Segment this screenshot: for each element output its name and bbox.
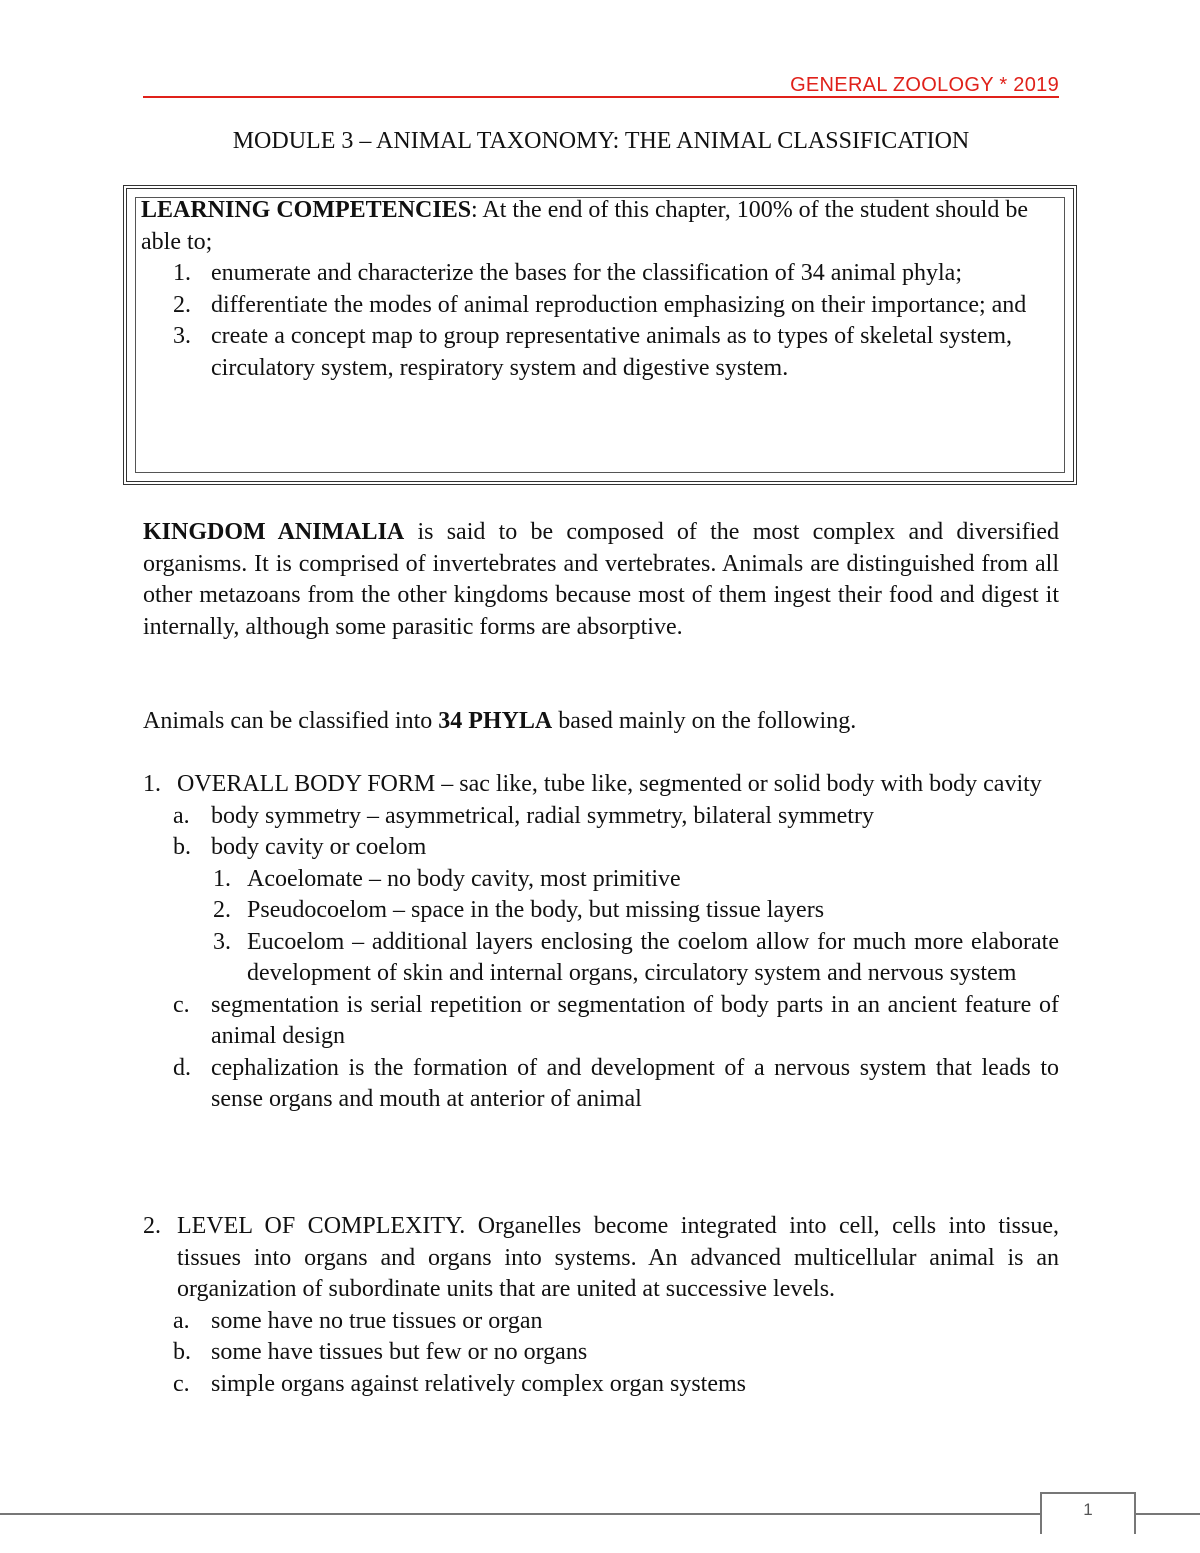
list-item-text: cephalization is the formation of and development of a nervous system that leads to sense organs and mouth at anterior of animal (211, 1054, 1059, 1112)
competency-item (141, 290, 1061, 322)
competency-text: enumerate and characterize the bases for the classification of 34 animal phyla; (211, 260, 962, 286)
list-item (143, 864, 1059, 896)
list-item-text: some have no true tissues or organ (211, 1307, 543, 1334)
competencies-intro (141, 195, 1061, 258)
list-number: 2. (173, 291, 191, 318)
list-item-text: Acoelomate – no body cavity, most primitive (247, 865, 681, 892)
list-number: 2. (213, 897, 231, 923)
list-item (143, 801, 1059, 833)
list-item (143, 1211, 1059, 1306)
kingdom-text: is said to be composed of the most complex and diversified organisms. It is comprised of invertebrates and vertebrates. Animals are distinguished from all other metazoans from the other kingdoms because most of them ingest their food and digest it internally, although some parasitic forms are absorptive. (143, 519, 1059, 640)
list-item (143, 1369, 1059, 1401)
bases-list-item-2 (143, 1211, 1059, 1400)
competencies-list (141, 258, 1061, 384)
list-number: 1. (143, 771, 161, 797)
competencies-intro-text: : At the end of this chapter, 100% of the student should be able to; (141, 197, 1028, 255)
bases-list-item-1 (143, 769, 1059, 1116)
kingdom-title: KINGDOM ANIMALIA (143, 519, 405, 545)
kingdom-paragraph (143, 517, 1059, 643)
list-number: 1. (173, 260, 191, 286)
phyla-intro-text-end: based mainly on the following. (552, 708, 857, 734)
list-item (143, 1306, 1059, 1338)
page-number: 1 (1083, 1500, 1093, 1519)
list-item (143, 990, 1059, 1053)
page-header (143, 76, 1059, 98)
list-item-text: Pseudocoelom – space in the body, but missing tissue layers (247, 897, 825, 923)
competency-text: create a concept map to group representative animals as to types of skeletal system, circulatory system, respiratory system and digestive system. (211, 323, 1013, 381)
competencies-content (141, 195, 1061, 384)
phyla-count: 34 PHYLA (438, 708, 553, 734)
list-letter: a. (173, 802, 190, 829)
list-letter: b. (173, 834, 191, 860)
list-number: 3. (173, 323, 191, 349)
list-item-text: some have tissues but few or no organs (211, 1339, 588, 1365)
list-item (143, 895, 1059, 927)
list-number: 2. (143, 1213, 161, 1239)
list-item (143, 1337, 1059, 1369)
list-letter: d. (173, 1054, 191, 1081)
phyla-intro (143, 706, 1059, 738)
list-item (143, 769, 1059, 801)
competency-item (141, 321, 1061, 384)
list-item-text: segmentation is serial repetition or segmentation of body parts in an ancient feature of animal design (211, 991, 1059, 1049)
header-title: GENERAL ZOOLOGY * 2019 (790, 74, 1059, 96)
list-item-text: Eucoelom – additional layers enclosing the coelom allow for much more elaborate development of skin and internal organs, circulatory system and nervous system (247, 928, 1059, 986)
list-letter: c. (173, 1370, 190, 1397)
list-item-text: body symmetry – asymmetrical, radial symmetry, bilateral symmetry (211, 802, 874, 829)
list-item-text: simple organs against relatively complex organ systems (211, 1370, 747, 1397)
list-item (143, 832, 1059, 864)
list-letter: c. (173, 991, 190, 1018)
phyla-intro-text: Animals can be classified into (143, 708, 439, 734)
list-number: 1. (213, 865, 231, 892)
competency-item (141, 258, 1061, 290)
list-item-text: OVERALL BODY FORM – sac like, tube like, segmented or solid body with body cavity (177, 771, 1042, 797)
list-letter: a. (173, 1307, 190, 1334)
list-item-text: LEVEL OF COMPLEXITY. Organelles become integrated into cell, cells into tissue, tissues into organs and organs into systems. An advanced multicellular animal is an organization of subordinate units that are united at successive levels. (177, 1213, 1059, 1302)
list-item (143, 1053, 1059, 1116)
competencies-label: LEARNING COMPETENCIES (141, 197, 472, 223)
list-number: 3. (213, 928, 231, 955)
list-letter: b. (173, 1339, 191, 1365)
module-title: MODULE 3 – ANIMAL TAXONOMY: THE ANIMAL CLASSIFICATION (232, 128, 970, 154)
footer-line (0, 1513, 1200, 1515)
list-item (143, 927, 1059, 990)
competency-text: differentiate the modes of animal reproduction emphasizing on their importance; and (211, 291, 1027, 318)
list-item-text: body cavity or coelom (211, 834, 427, 860)
